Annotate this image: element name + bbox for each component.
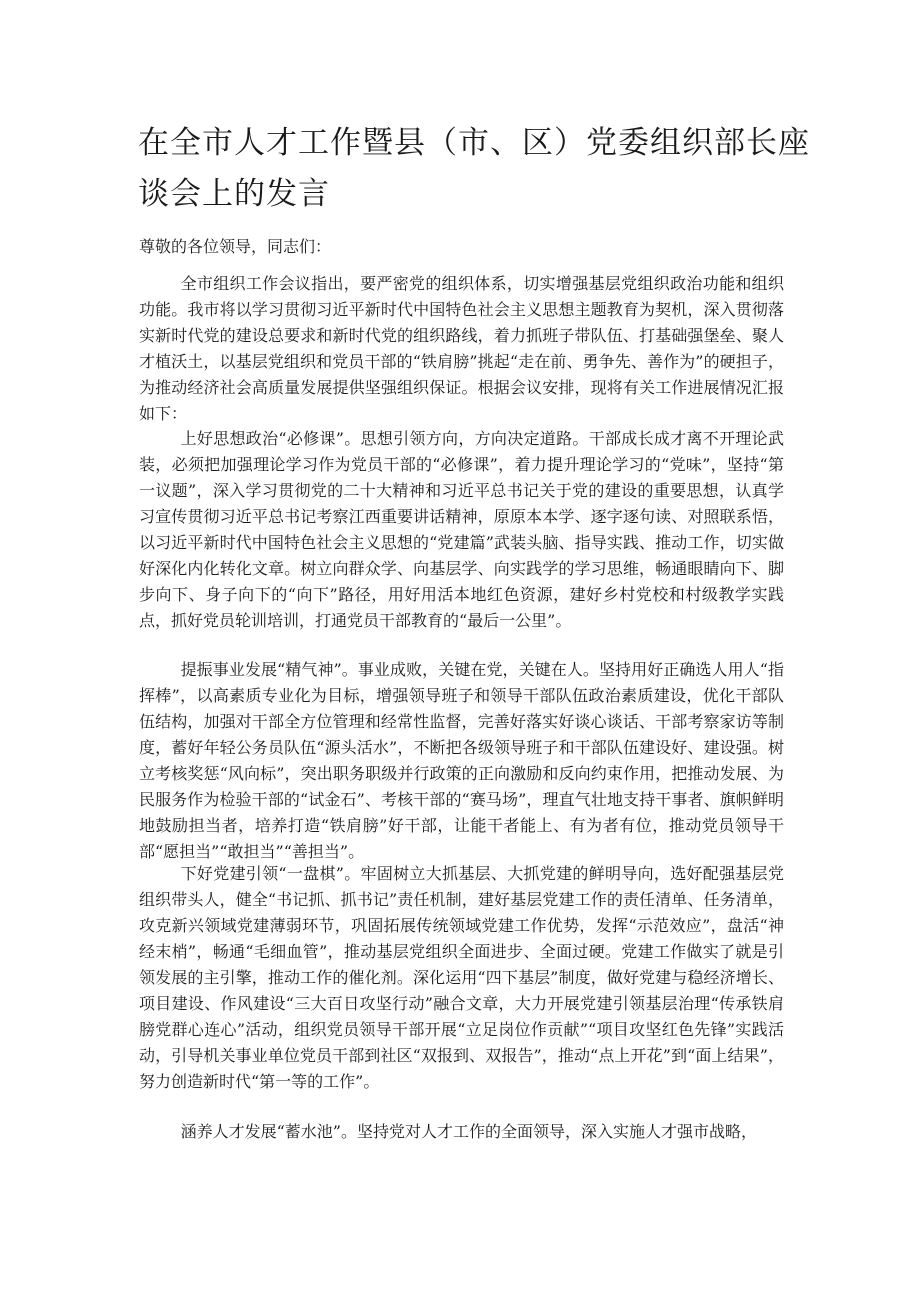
paragraph-party-building: 下好党建引领“一盘棋”。牢固树立大抓基层、大抓党建的鲜明导向，选好配强基层党组织带头人，健全“书记抓、抓书记”责任机制，建好基层党建工作的责任清单、任务清单，攻克新兴领域党建薄弱环节，巩固拓展传统领域党建工作优势，发挥“示范效应”，盘活“神经末梢”，畅通“毛细血管”，推动基层党组织全面进步、全面过硬。党建工作做实了就是引领发展的主引擎，推动工作的催化剂。深化运用“四下基层”制度，做好党建与稳经济增长、项目建设、作风建设“三大百日攻坚行动”融合文章，大力开展党建引领基层治理“传承铁肩膀党群心连心”活动，组织党员领导干部开展“立足岗位作贡献”“项目攻坚红色先锋”实践活动，引导机关事业单位党员干部到社区“双报到、双报告”，推动“点上开花”到“面上结果”，努力创造新时代“第一等的工作”。	[139, 864, 784, 1091]
salutation: 尊敬的各位领导，同志们：	[139, 237, 332, 256]
document-title: 在全市人才工作暨县（市、区）党委组织部长座谈会上的发言	[138, 125, 810, 212]
paragraph-intro: 全市组织工作会议指出，要严密党的组织体系，切实增强基层党组织政治功能和组织功能。我市将以学习贯彻习近平新时代中国特色社会主义思想主题教育为契机，深入贯彻落实新时代党的建设总要求和新时代党的组织路线，着力抓班子带队伍、打基础强堡垒、聚人才植沃土，以基层党组织和党员干部的“铁肩膀”挑起“走在前、勇争先、善作为”的硬担子，为推动经济社会高质量发展提供坚强组织保证。根据会议安排，现将有关工作进展情况汇报如下：	[139, 274, 784, 423]
paragraph-ideology: 上好思想政治“必修课”。思想引领方向，方向决定道路。干部成长成才离不开理论武装，必须把加强理论学习作为党员干部的“必修课”，着力提升理论学习的“党味”，坚持“第一议题”，深入学习贯彻党的二十大精神和习近平总书记关于党的建设的重要思想，认真学习宣传贯彻习近平总书记考察江西重要讲话精神，原原本本学、逐字逐句读、对照联系悟，以习近平新时代中国特色社会主义思想的“党建篇”武装头脑、指导实践、推动工作，切实做好深化内化转化文章。树立向群众学、向基层学、向实践学的学习思维，畅通眼睛向下、脚步向下、身子向下的“向下”路径，用好用活本地红色资源，建好乡村党校和村级教学实践点，抓好党员轮训培训，打通党员干部教育的“最后一公里”。	[139, 429, 784, 630]
paragraph-talent-pool: 涵养人才发展“蓄水池”。坚持党对人才工作的全面领导，深入实施人才强市战略，	[180, 1122, 757, 1141]
paragraph-career-spirit: 提振事业发展“精气神”。事业成败，关键在党，关键在人。坚持用好正确选人用人“指挥棒”，以高素质专业化为目标，增强领导班子和领导干部队伍政治素质建设，优化干部队伍结构，加强对干部全方位管理和经常性监督，完善好落实好谈心谈话、干部考察家访等制度，蓄好年轻公务员队伍“源头活水”，不断把各级领导班子和干部队伍建设好、建设强。树立考核奖惩“风向标”，突出职务职级并行政策的正向激励和反向约束作用，把推动发展、为民服务作为检验干部的“试金石”、考核干部的“赛马场”，理直气壮地支持干事者、旗帜鲜明地鼓励担当者，培养打造“铁肩膀”好干部，让能干者能上、有为者有位，推动党员领导干部“愿担当”“敢担当”“善担当”。	[139, 660, 784, 861]
